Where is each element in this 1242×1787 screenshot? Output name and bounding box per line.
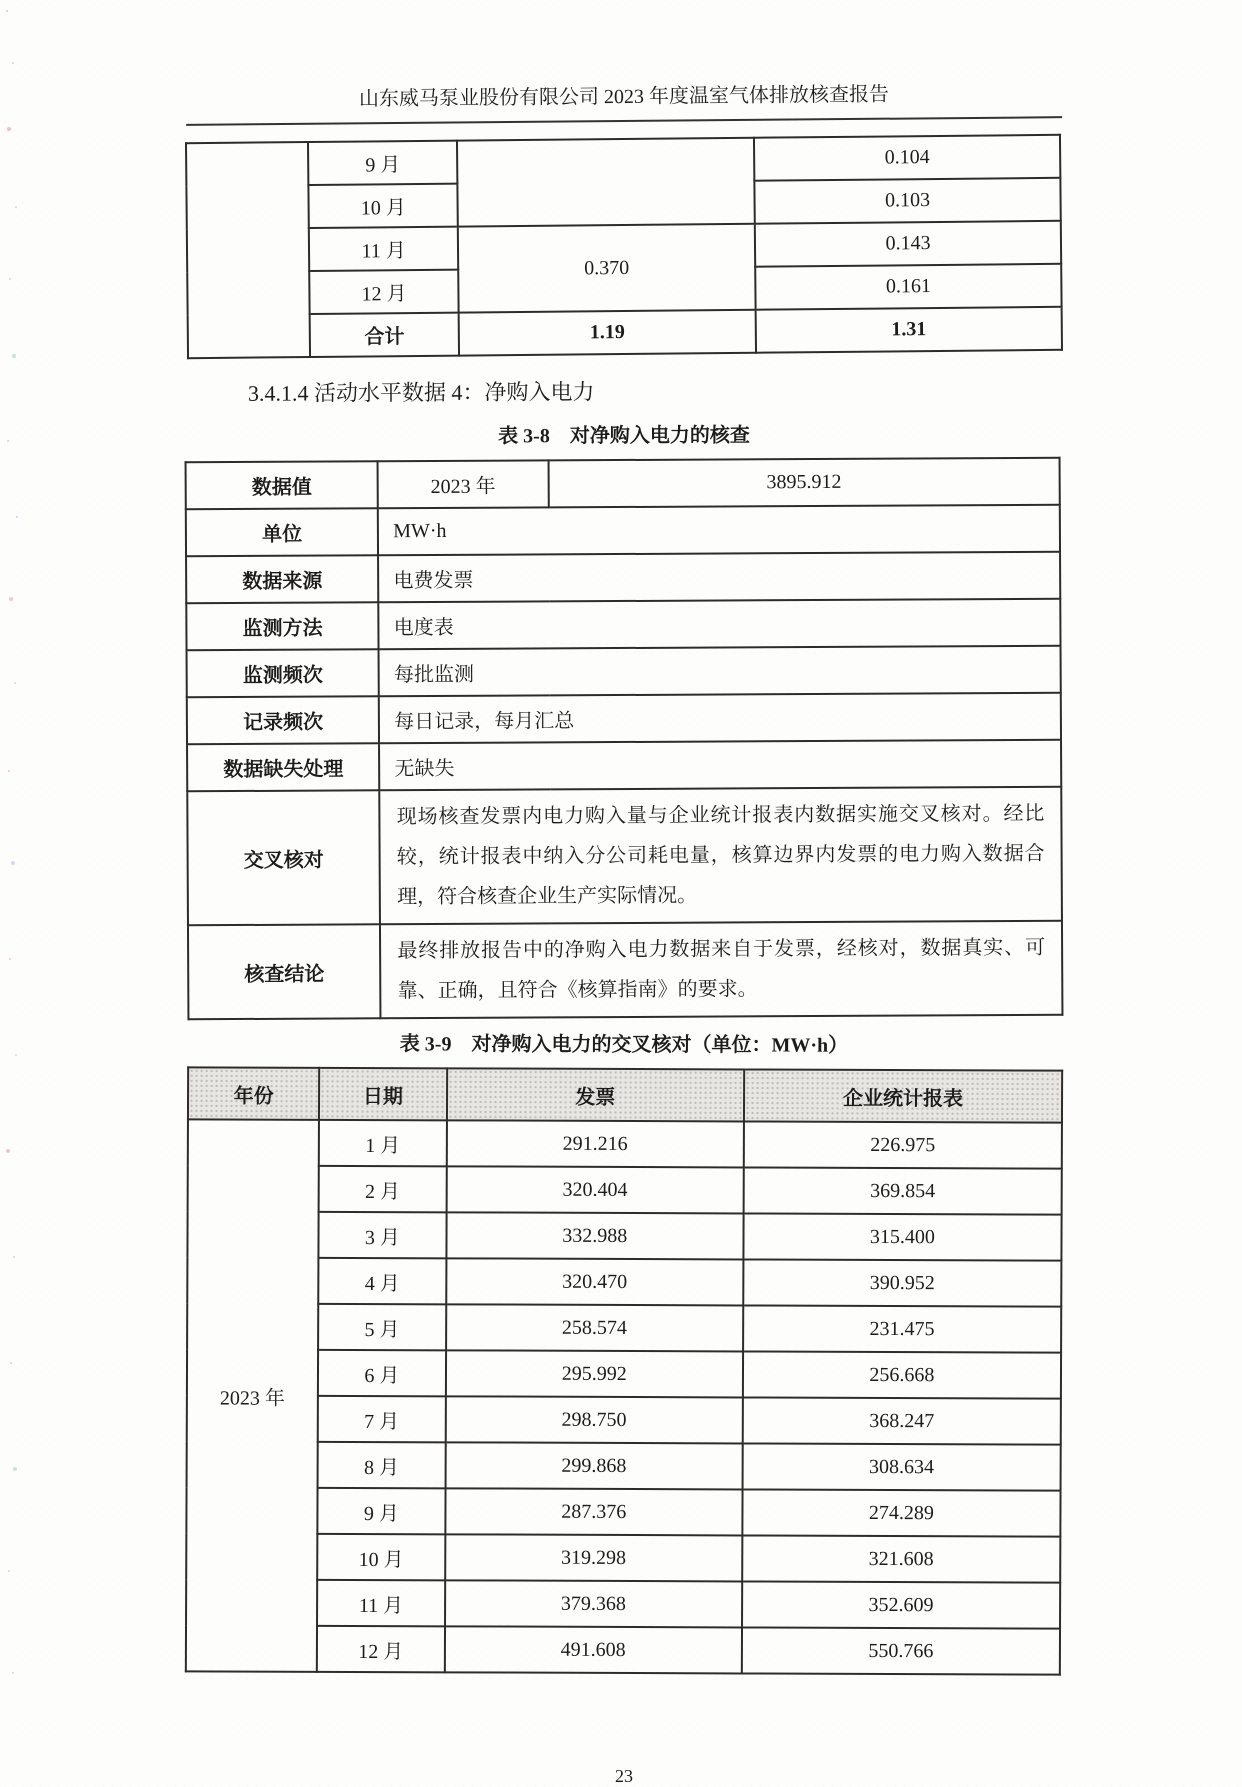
table-row	[187, 646, 1061, 698]
row-label-cell: 监测频次	[187, 649, 380, 697]
value-cell: 每日记录，每月汇总	[379, 693, 1061, 744]
month-cell: 7 月	[318, 1396, 446, 1442]
table-row	[188, 1165, 1062, 1214]
month-cell: 11 月	[309, 227, 458, 271]
invoice-cell: 299.868	[445, 1442, 742, 1489]
invoice-cell: 332.988	[446, 1212, 743, 1259]
invoice-cell: 491.608	[445, 1626, 742, 1673]
section-heading: 3.4.1.4 活动水平数据 4：净购入电力	[247, 379, 595, 406]
row-label-cell: 数据来源	[186, 555, 379, 603]
row-label-cell: 交叉核对	[187, 790, 380, 925]
table-3-9	[185, 1066, 1063, 1675]
table-row	[188, 1119, 1062, 1168]
report-cell: 321.608	[742, 1535, 1060, 1582]
value-cell: 0.103	[754, 178, 1060, 224]
invoice-cell: 287.376	[445, 1488, 742, 1535]
month-cell: 9 月	[317, 1488, 445, 1534]
col-header-report: 企业统计报表	[744, 1069, 1062, 1122]
value-cell: 3895.912	[548, 458, 1060, 508]
report-cell: 226.975	[744, 1121, 1062, 1168]
table-header-row	[188, 1067, 1062, 1122]
invoice-cell: 258.574	[446, 1304, 743, 1351]
row-label-cell: 数据缺失处理	[187, 743, 380, 791]
report-cell: 231.475	[743, 1305, 1061, 1352]
invoice-cell: 379.368	[445, 1580, 742, 1627]
report-cell: 369.854	[743, 1167, 1061, 1214]
report-cell: 390.952	[743, 1259, 1061, 1306]
year-cell: 2023 年	[378, 460, 549, 508]
invoice-cell: 298.750	[445, 1396, 742, 1443]
month-cell: 10 月	[309, 184, 458, 228]
row-label-cell: 记录频次	[187, 696, 380, 744]
report-cell: 315.400	[743, 1213, 1061, 1260]
table-row	[187, 787, 1062, 926]
value-cell: 现场核查发票内电力购入量与企业统计报表内数据实施交叉核对。经比较，统计报表中纳入分公司耗电量，核算边界内发票的电力购入数据合理，符合核查企业生产实际情况。	[380, 787, 1062, 925]
table-3-8-caption: 表 3-8 对净购入电力的核查	[498, 424, 750, 448]
table-3-8	[185, 457, 1064, 1021]
table-row	[186, 1625, 1060, 1674]
table-row	[186, 458, 1060, 510]
col-header-date: 日期	[319, 1068, 447, 1120]
value-cell: 电费发票	[378, 552, 1060, 603]
report-header-title: 山东威马泵业股份有限公司 2023 年度温室气体排放核查报告	[186, 80, 1062, 126]
total-label-cell: 合计	[310, 313, 459, 357]
row-label-cell: 核查结论	[188, 924, 381, 1019]
table-row	[186, 1487, 1060, 1536]
total-value-cell: 1.31	[756, 307, 1062, 353]
month-cell: 6 月	[318, 1350, 446, 1396]
table-row	[186, 1533, 1060, 1582]
month-cell: 2 月	[319, 1166, 447, 1212]
col-header-year: 年份	[188, 1067, 319, 1120]
value-cell: 0.143	[755, 221, 1061, 267]
month-cell: 9 月	[308, 141, 457, 185]
row-label-cell: 单位	[186, 508, 379, 556]
month-cell: 5 月	[318, 1304, 446, 1350]
month-cell: 11 月	[317, 1580, 445, 1626]
row-label-cell: 数据值	[186, 461, 379, 509]
report-cell: 368.247	[743, 1397, 1061, 1444]
invoice-cell: 295.992	[446, 1350, 743, 1397]
table-row	[186, 552, 1060, 604]
table-row	[187, 1395, 1061, 1444]
month-cell: 1 月	[319, 1120, 447, 1166]
value-cell: 最终排放报告中的净购入电力数据来自于发票，经核对，数据真实、可靠、正确，且符合《核算指南》的要求。	[380, 921, 1062, 1019]
value-cell: 无缺失	[379, 740, 1061, 791]
total-value-cell: 1.19	[459, 310, 757, 356]
value-cell: 电度表	[379, 599, 1061, 650]
value-cell: MW·h	[378, 505, 1060, 556]
table-row	[186, 505, 1060, 557]
report-cell: 550.766	[742, 1627, 1060, 1674]
value-cell: 0.161	[755, 264, 1061, 310]
month-cell: 12 月	[310, 270, 459, 314]
invoice-cell: 320.470	[446, 1258, 743, 1305]
year-label-cell: 2023 年	[186, 1119, 319, 1671]
scan-noise-speckles	[6, 10, 8, 12]
month-cell: 10 月	[317, 1534, 445, 1580]
report-cell: 308.634	[742, 1443, 1060, 1490]
monthly-summary-table	[185, 134, 1063, 359]
report-cell: 274.289	[742, 1489, 1060, 1536]
invoice-cell: 291.216	[446, 1120, 743, 1167]
table-3-9-caption: 表 3-9 对净购入电力的交叉核对（单位：MW·h）	[399, 1033, 849, 1057]
table-row	[187, 1257, 1061, 1306]
merged-value-cell: 0.370	[458, 224, 756, 313]
table-row	[187, 1349, 1061, 1398]
table-row	[188, 921, 1062, 1020]
table-row	[187, 1211, 1061, 1260]
table-row	[186, 599, 1060, 651]
table-row	[187, 740, 1061, 792]
report-cell: 256.668	[743, 1351, 1061, 1398]
table-row	[187, 693, 1061, 745]
month-cell: 4 月	[318, 1258, 446, 1304]
value-cell: 每批监测	[379, 646, 1061, 697]
carryover-left-cell	[186, 142, 310, 358]
table-row	[186, 1579, 1060, 1628]
table-row	[187, 1441, 1061, 1490]
page-number: 23	[615, 1766, 633, 1786]
page-content	[186, 0, 1062, 1787]
value-cell: 0.104	[754, 135, 1060, 181]
col-header-invoice: 发票	[447, 1068, 744, 1121]
month-cell: 3 月	[319, 1212, 447, 1258]
month-cell: 8 月	[318, 1442, 446, 1488]
row-label-cell: 监测方法	[186, 602, 379, 650]
merged-empty-value-cell	[457, 138, 755, 227]
invoice-cell: 319.298	[445, 1534, 742, 1581]
month-cell: 12 月	[317, 1626, 445, 1672]
report-cell: 352.609	[742, 1581, 1060, 1628]
invoice-cell: 320.404	[446, 1166, 743, 1213]
table-row	[187, 1303, 1061, 1352]
total-row	[188, 307, 1062, 358]
